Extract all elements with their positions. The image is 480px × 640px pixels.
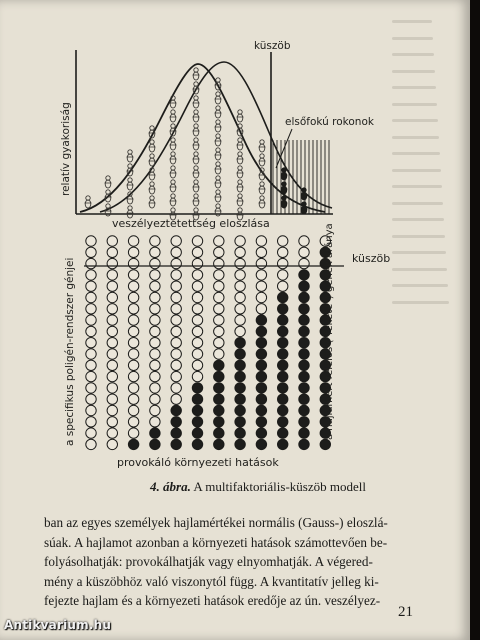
- empty-gene-circle: [299, 247, 309, 257]
- filled-gene-circle: [278, 315, 288, 325]
- filled-gene-circle: [299, 360, 309, 370]
- text-line: fejezte hajlam és a környezeti hatások eredője az ún. veszélyez-: [44, 593, 381, 608]
- filled-gene-circle: [256, 439, 266, 449]
- filled-gene-circle: [299, 326, 309, 336]
- empty-gene-circle: [128, 292, 138, 302]
- filled-gene-circle: [192, 439, 202, 449]
- figure-number: 4. ábra.: [150, 479, 191, 494]
- empty-gene-circle: [128, 349, 138, 359]
- person-figure: [215, 106, 222, 118]
- empty-gene-circle: [214, 247, 224, 257]
- person-figure: [215, 148, 222, 160]
- empty-gene-circle: [235, 247, 245, 257]
- empty-gene-circle: [86, 304, 96, 314]
- person-figure: [149, 140, 156, 152]
- empty-gene-circle: [86, 428, 96, 438]
- person-figure: [237, 180, 244, 192]
- empty-gene-circle: [192, 338, 202, 348]
- person-figure: [215, 162, 222, 174]
- person-figure: [215, 92, 222, 104]
- filled-gene-circle: [278, 417, 288, 427]
- empty-gene-circle: [86, 360, 96, 370]
- filled-gene-circle: [299, 338, 309, 348]
- filled-gene-circle: [171, 428, 181, 438]
- person-figure: [259, 140, 266, 152]
- empty-gene-circle: [171, 383, 181, 393]
- filled-gene-circle: [278, 292, 288, 302]
- filled-gene-circle: [256, 394, 266, 404]
- filled-gene-circle: [299, 281, 309, 291]
- empty-gene-circle: [171, 315, 181, 325]
- empty-gene-circle: [192, 281, 202, 291]
- person-figure: [281, 182, 288, 194]
- filled-gene-circle: [299, 292, 309, 302]
- text-line: mény a küszöbhöz való viszonytól függ. A kvantitatív jelleg ki-: [44, 573, 379, 589]
- relatives-pointer: [276, 129, 292, 168]
- empty-gene-circle: [192, 315, 202, 325]
- empty-gene-circle: [150, 315, 160, 325]
- empty-gene-circle: [86, 383, 96, 393]
- text-line: ban az egyes személyek hajlamértékei normális (Gauss-) eloszlá-: [44, 515, 388, 530]
- filled-gene-circle: [256, 383, 266, 393]
- filled-gene-circle: [278, 338, 288, 348]
- empty-gene-circle: [278, 281, 288, 291]
- person-figure: [301, 202, 308, 214]
- empty-gene-circle: [256, 270, 266, 280]
- empty-gene-circle: [86, 258, 96, 268]
- empty-gene-circle: [278, 247, 288, 257]
- empty-gene-circle: [128, 360, 138, 370]
- empty-gene-circle: [150, 405, 160, 415]
- empty-gene-circle: [128, 383, 138, 393]
- empty-gene-circle: [192, 371, 202, 381]
- empty-gene-circle: [192, 247, 202, 257]
- empty-gene-circle: [235, 292, 245, 302]
- filled-gene-circle: [192, 383, 202, 393]
- empty-gene-circle: [86, 417, 96, 427]
- person-figure: [105, 176, 112, 188]
- filled-gene-circle: [235, 338, 245, 348]
- filled-gene-circle: [278, 360, 288, 370]
- person-figure: [149, 196, 156, 208]
- empty-gene-circle: [150, 338, 160, 348]
- person-figure: [193, 180, 200, 192]
- watermark: Antikvarium.hu: [4, 618, 112, 632]
- empty-gene-circle: [171, 371, 181, 381]
- filled-gene-circle: [256, 371, 266, 381]
- empty-gene-circle: [150, 371, 160, 381]
- filled-gene-circle: [214, 439, 224, 449]
- person-figure: [259, 168, 266, 180]
- empty-gene-circle: [235, 315, 245, 325]
- empty-gene-circle: [150, 258, 160, 268]
- empty-gene-circle: [86, 326, 96, 336]
- figure-title: A multifaktoriális-küszöb modell: [193, 479, 366, 494]
- empty-gene-circle: [256, 258, 266, 268]
- empty-gene-circle: [128, 304, 138, 314]
- filled-gene-circle: [278, 326, 288, 336]
- filled-gene-circle: [278, 405, 288, 415]
- person-figure: [149, 182, 156, 194]
- empty-gene-circle: [86, 349, 96, 359]
- filled-gene-circle: [299, 439, 309, 449]
- left-vertical-label: a specifikus poligén-rendszer génjei: [64, 257, 76, 446]
- empty-gene-circle: [214, 258, 224, 268]
- filled-gene-circle: [214, 417, 224, 427]
- gene-circle-grid: [86, 236, 331, 450]
- filled-gene-circle: [256, 360, 266, 370]
- filled-gene-circle: [256, 315, 266, 325]
- empty-gene-circle: [128, 326, 138, 336]
- empty-gene-circle: [214, 338, 224, 348]
- empty-gene-circle: [128, 258, 138, 268]
- person-figure: [237, 194, 244, 206]
- empty-gene-circle: [86, 394, 96, 404]
- person-figure: [170, 166, 177, 178]
- person-figure: [193, 166, 200, 178]
- empty-gene-circle: [107, 371, 117, 381]
- person-figure: [237, 138, 244, 150]
- filled-gene-circle: [299, 417, 309, 427]
- filled-gene-circle: [235, 394, 245, 404]
- empty-gene-circle: [86, 439, 96, 449]
- empty-gene-circle: [235, 304, 245, 314]
- empty-gene-circle: [86, 371, 96, 381]
- person-figure: [259, 154, 266, 166]
- empty-gene-circle: [150, 270, 160, 280]
- empty-gene-circle: [171, 304, 181, 314]
- filled-gene-circle: [256, 326, 266, 336]
- filled-gene-circle: [235, 439, 245, 449]
- empty-gene-circle: [86, 247, 96, 257]
- empty-gene-circle: [150, 360, 160, 370]
- empty-gene-circle: [107, 417, 117, 427]
- empty-gene-circle: [235, 270, 245, 280]
- person-figure: [85, 196, 92, 208]
- empty-gene-circle: [192, 270, 202, 280]
- filled-gene-circle: [214, 394, 224, 404]
- empty-gene-circle: [107, 281, 117, 291]
- person-figure: [237, 110, 244, 122]
- empty-gene-circle: [171, 338, 181, 348]
- empty-gene-circle: [299, 236, 309, 246]
- person-figure: [301, 188, 308, 200]
- filled-gene-circle: [299, 428, 309, 438]
- person-figure: [127, 150, 134, 162]
- empty-gene-circle: [171, 292, 181, 302]
- person-figure: [170, 180, 177, 192]
- filled-gene-circle: [214, 428, 224, 438]
- empty-gene-circle: [107, 326, 117, 336]
- person-figure: [259, 182, 266, 194]
- empty-gene-circle: [107, 304, 117, 314]
- empty-gene-circle: [128, 417, 138, 427]
- empty-gene-circle: [86, 281, 96, 291]
- person-figure: [193, 96, 200, 108]
- filled-gene-circle: [278, 394, 288, 404]
- filled-gene-circle: [214, 360, 224, 370]
- empty-gene-circle: [278, 258, 288, 268]
- empty-gene-circle: [150, 417, 160, 427]
- filled-gene-circle: [278, 349, 288, 359]
- person-figure: [281, 196, 288, 208]
- empty-gene-circle: [235, 236, 245, 246]
- empty-gene-circle: [171, 349, 181, 359]
- empty-gene-circle: [171, 360, 181, 370]
- person-figure: [215, 176, 222, 188]
- filled-gene-circle: [235, 383, 245, 393]
- filled-gene-circle: [192, 428, 202, 438]
- filled-gene-circle: [235, 360, 245, 370]
- empty-gene-circle: [128, 247, 138, 257]
- empty-gene-circle: [171, 236, 181, 246]
- filled-gene-circle: [214, 405, 224, 415]
- empty-gene-circle: [128, 281, 138, 291]
- filled-gene-circle: [171, 417, 181, 427]
- empty-gene-circle: [214, 236, 224, 246]
- empty-gene-circle: [86, 315, 96, 325]
- person-figure: [149, 154, 156, 166]
- empty-gene-circle: [171, 394, 181, 404]
- person-figure: [193, 194, 200, 206]
- empty-gene-circle: [107, 270, 117, 280]
- filled-gene-circle: [192, 405, 202, 415]
- empty-gene-circle: [107, 315, 117, 325]
- filled-gene-circle: [235, 405, 245, 415]
- empty-gene-circle: [107, 405, 117, 415]
- empty-gene-circle: [150, 281, 160, 291]
- empty-gene-circle: [150, 349, 160, 359]
- empty-gene-circle: [128, 338, 138, 348]
- filled-gene-circle: [299, 383, 309, 393]
- empty-gene-circle: [128, 371, 138, 381]
- empty-gene-circle: [86, 292, 96, 302]
- empty-gene-circle: [214, 326, 224, 336]
- filled-gene-circle: [299, 405, 309, 415]
- empty-gene-circle: [214, 281, 224, 291]
- filled-gene-circle: [256, 428, 266, 438]
- filled-gene-circle: [150, 428, 160, 438]
- empty-gene-circle: [192, 349, 202, 359]
- filled-gene-circle: [299, 315, 309, 325]
- empty-gene-circle: [171, 326, 181, 336]
- empty-gene-circle: [171, 247, 181, 257]
- person-figure: [170, 110, 177, 122]
- empty-gene-circle: [107, 349, 117, 359]
- filled-gene-circle: [192, 417, 202, 427]
- empty-gene-circle: [107, 247, 117, 257]
- empty-gene-circle: [214, 315, 224, 325]
- person-figure: [193, 152, 200, 164]
- empty-gene-circle: [192, 292, 202, 302]
- person-figure: [170, 138, 177, 150]
- person-figure: [170, 152, 177, 164]
- person-figure: [215, 120, 222, 132]
- filled-gene-circle: [214, 371, 224, 381]
- empty-gene-circle: [150, 292, 160, 302]
- filled-gene-circle: [278, 383, 288, 393]
- filled-gene-circle: [235, 371, 245, 381]
- right-vertical-label: a hajlamért felelős ("fekete") gének aránya: [324, 223, 335, 440]
- empty-gene-circle: [192, 258, 202, 268]
- figure-caption: [88, 479, 428, 495]
- empty-gene-circle: [107, 360, 117, 370]
- page-number: 21: [398, 604, 413, 620]
- empty-gene-circle: [128, 428, 138, 438]
- filled-gene-circle: [299, 304, 309, 314]
- empty-gene-circle: [107, 292, 117, 302]
- empty-gene-circle: [86, 405, 96, 415]
- filled-gene-circle: [278, 304, 288, 314]
- empty-gene-circle: [256, 236, 266, 246]
- filled-gene-circle: [256, 349, 266, 359]
- empty-gene-circle: [150, 304, 160, 314]
- y-axis-label: relatív gyakoriság: [60, 102, 72, 196]
- filled-gene-circle: [171, 439, 181, 449]
- text-line: súak. A hajlamot azonban a környezeti hatások számottevően be-: [44, 534, 388, 550]
- filled-gene-circle: [278, 439, 288, 449]
- filled-gene-circle: [150, 439, 160, 449]
- empty-gene-circle: [150, 326, 160, 336]
- filled-gene-circle: [278, 428, 288, 438]
- filled-gene-circle: [171, 405, 181, 415]
- empty-gene-circle: [214, 349, 224, 359]
- person-figure: [215, 190, 222, 202]
- filled-gene-circle: [235, 417, 245, 427]
- filled-gene-circle: [235, 428, 245, 438]
- text-line: folyásolhatják: provokálhatják vagy elnyomhatják. A végered-: [44, 554, 373, 569]
- filled-gene-circle: [299, 270, 309, 280]
- empty-gene-circle: [107, 258, 117, 268]
- empty-gene-circle: [128, 315, 138, 325]
- empty-gene-circle: [278, 236, 288, 246]
- empty-gene-circle: [128, 270, 138, 280]
- threshold-label-grid: küszöb: [352, 252, 391, 265]
- empty-gene-circle: [256, 281, 266, 291]
- empty-gene-circle: [107, 236, 117, 246]
- filled-gene-circle: [278, 371, 288, 381]
- empty-gene-circle: [192, 236, 202, 246]
- empty-gene-circle: [86, 338, 96, 348]
- empty-gene-circle: [214, 292, 224, 302]
- person-figure: [259, 196, 266, 208]
- filled-gene-circle: [214, 383, 224, 393]
- empty-gene-circle: [235, 326, 245, 336]
- person-figure: [237, 152, 244, 164]
- empty-gene-circle: [150, 247, 160, 257]
- person-figure: [127, 164, 134, 176]
- empty-gene-circle: [192, 326, 202, 336]
- empty-gene-circle: [235, 258, 245, 268]
- empty-gene-circle: [150, 383, 160, 393]
- x-axis-label: veszélyeztetettség eloszlása: [112, 217, 270, 230]
- body-paragraph: [44, 513, 416, 611]
- filled-gene-circle: [299, 394, 309, 404]
- empty-gene-circle: [107, 394, 117, 404]
- first-degree-relatives-label: elsőfokú rokonok: [285, 116, 374, 128]
- person-figure: [281, 168, 288, 180]
- bottom-label: provokáló környezeti hatások: [117, 456, 279, 469]
- empty-gene-circle: [256, 304, 266, 314]
- person-figure: [127, 178, 134, 190]
- empty-gene-circle: [214, 304, 224, 314]
- person-figure: [170, 96, 177, 108]
- filled-gene-circle: [192, 394, 202, 404]
- empty-gene-circle: [107, 383, 117, 393]
- empty-gene-circle: [107, 428, 117, 438]
- filled-gene-circle: [128, 439, 138, 449]
- empty-gene-circle: [214, 270, 224, 280]
- person-figure: [193, 138, 200, 150]
- empty-gene-circle: [256, 247, 266, 257]
- empty-gene-circle: [128, 405, 138, 415]
- empty-gene-circle: [150, 236, 160, 246]
- empty-gene-circle: [86, 270, 96, 280]
- empty-gene-circle: [171, 270, 181, 280]
- empty-gene-circle: [192, 304, 202, 314]
- empty-gene-circle: [235, 281, 245, 291]
- empty-gene-circle: [128, 236, 138, 246]
- person-figure: [193, 68, 200, 80]
- empty-gene-circle: [192, 360, 202, 370]
- empty-gene-circle: [107, 338, 117, 348]
- threshold-label-top: küszöb: [254, 40, 291, 52]
- filled-gene-circle: [299, 371, 309, 381]
- empty-gene-circle: [256, 292, 266, 302]
- person-figure: [215, 134, 222, 146]
- empty-gene-circle: [171, 281, 181, 291]
- person-figure: [237, 166, 244, 178]
- person-figure: [193, 124, 200, 136]
- filled-gene-circle: [299, 349, 309, 359]
- empty-gene-circle: [128, 394, 138, 404]
- empty-gene-circle: [150, 394, 160, 404]
- empty-gene-circle: [278, 270, 288, 280]
- empty-gene-circle: [171, 258, 181, 268]
- filled-gene-circle: [235, 349, 245, 359]
- person-figure: [193, 110, 200, 122]
- empty-gene-circle: [299, 258, 309, 268]
- empty-gene-circle: [86, 236, 96, 246]
- filled-gene-circle: [256, 405, 266, 415]
- filled-gene-circle: [256, 338, 266, 348]
- person-figure: [170, 194, 177, 206]
- empty-gene-circle: [107, 439, 117, 449]
- filled-gene-circle: [256, 417, 266, 427]
